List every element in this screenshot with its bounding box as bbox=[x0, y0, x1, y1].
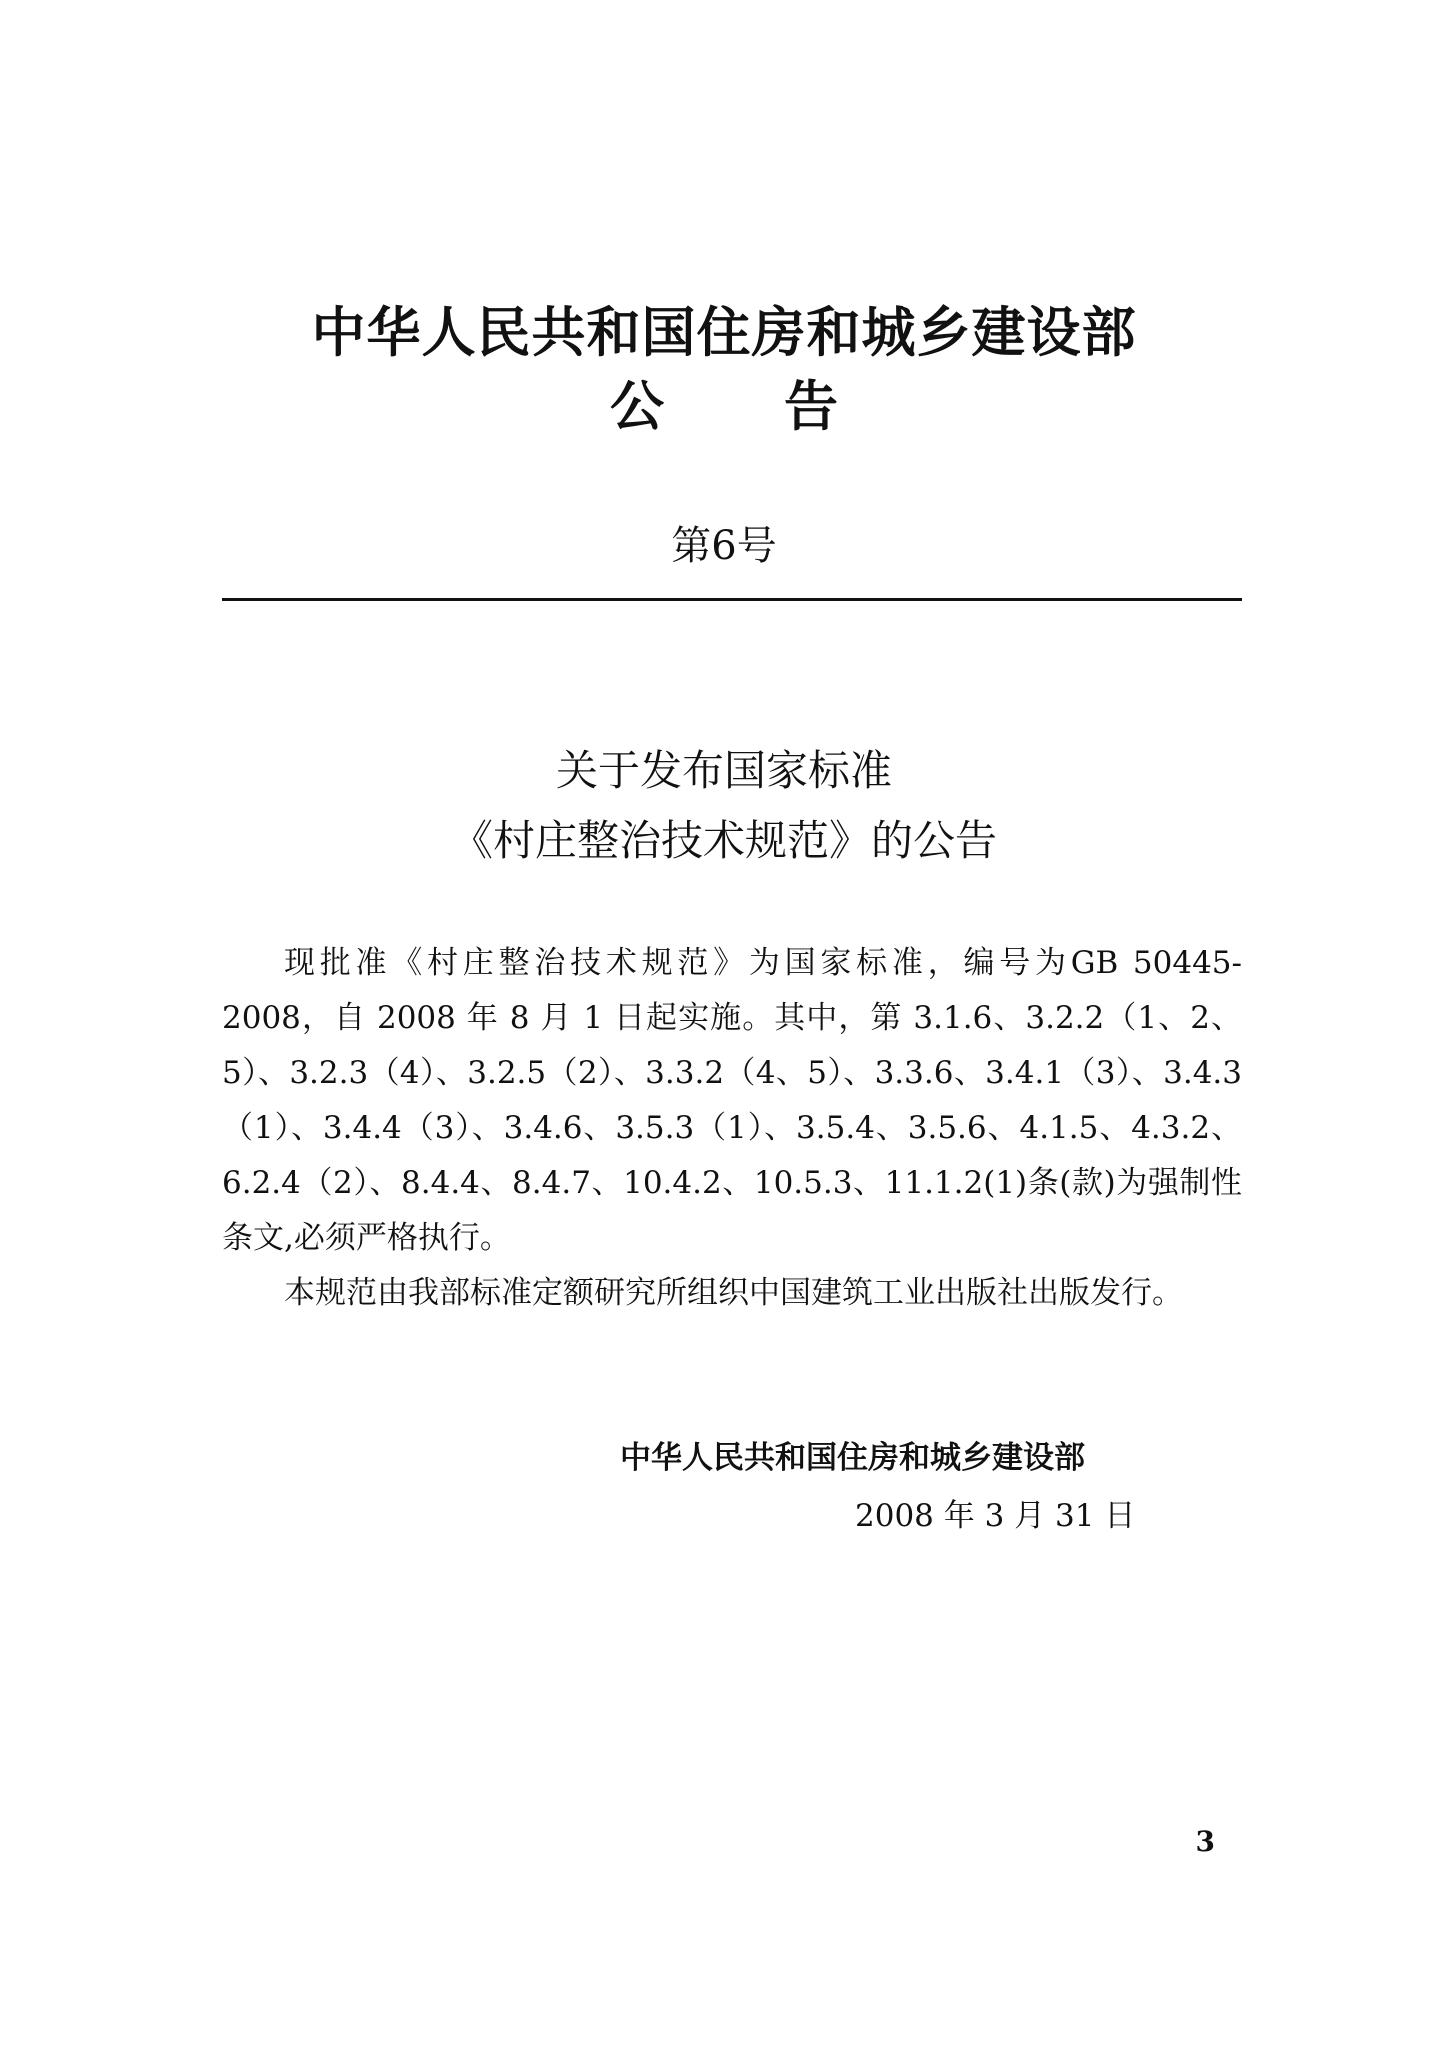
subject-line-1: 关于发布国家标准 bbox=[555, 746, 892, 795]
announcement-body bbox=[222, 936, 1242, 1321]
document-type-char-1: 公 bbox=[610, 375, 664, 438]
header-divider bbox=[222, 598, 1242, 601]
signature-organization: 中华人民共和国住房和城乡建设部 bbox=[620, 1440, 1085, 1476]
announcement-number: 第6号 bbox=[671, 523, 777, 569]
signature-date: 2008 年 3 月 31 日 bbox=[855, 1498, 1136, 1534]
announcement-subject bbox=[0, 736, 1448, 876]
issuer-title: 中华人民共和国住房和城乡建设部 bbox=[311, 301, 1137, 364]
document-type-char-2: 告 bbox=[784, 375, 838, 438]
body-paragraph-1: 现批准《村庄整治技术规范》为国家标准，编号为GB 50445-2008，自 2008 年 8 月 1 日起实施。其中，第 3.1.6、3.2.2（1、2、5）、3.2.3（4）、3.2.5（2）、3.3.2（4、5）、3.3.6、3.4.1（3）、3.4.3（1）、3.4.4（3）、3.4.6、3.5.3（1）、3.5.4、3.5.6、4.1.5、4.3.2、6.2.4（2）、8.4.4、8.4.7、10.4.2、10.5.3、11.1.2(1)条(款)为强制性条文,必须严格执行。 bbox=[222, 945, 1242, 1256]
body-paragraph-2: 本规范由我部标准定额研究所组织中国建筑工业出版社出版发行。 bbox=[284, 1275, 1183, 1311]
page-number: 3 bbox=[1195, 1825, 1215, 1858]
document-type bbox=[0, 372, 1448, 442]
subject-line-2: 《村庄整治技术规范》的公告 bbox=[450, 816, 997, 865]
